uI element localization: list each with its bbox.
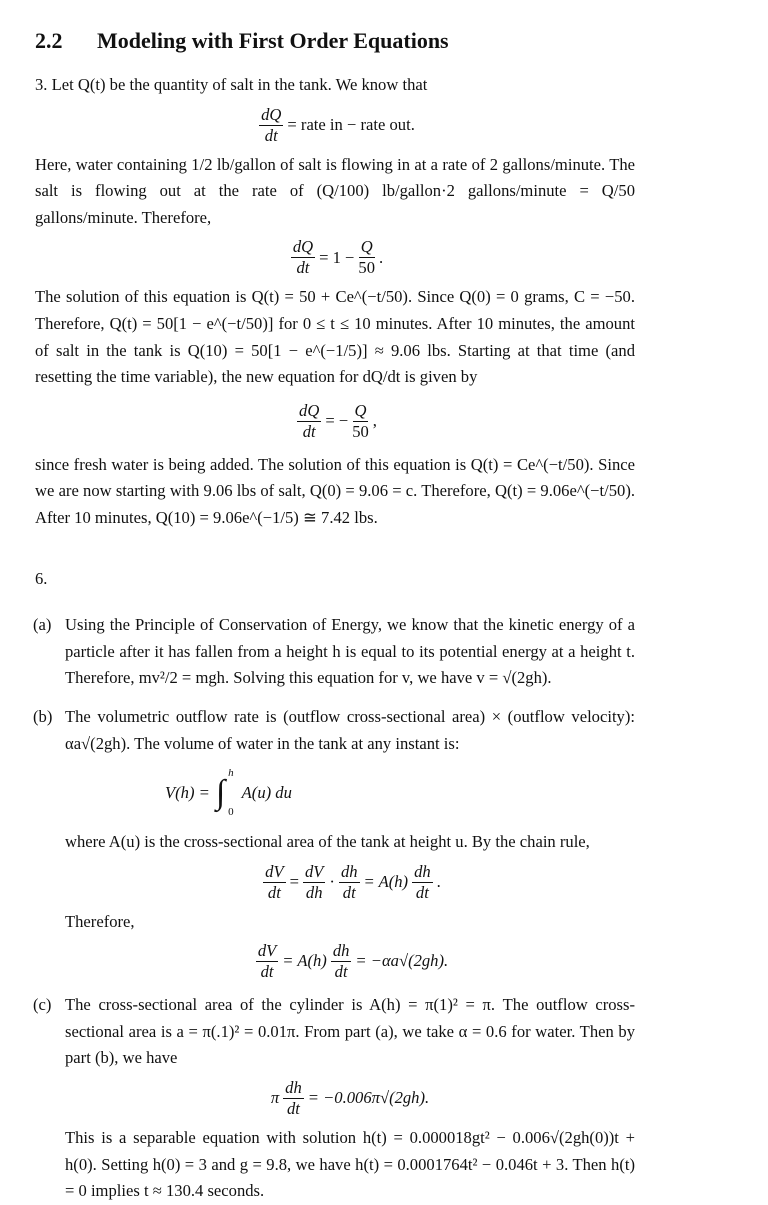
fraction — [256, 941, 278, 982]
numerator: Q — [354, 400, 367, 420]
equation-inflow — [35, 237, 635, 278]
section-number: 2.2 — [35, 28, 63, 53]
integral-sign: ∫ — [215, 774, 226, 812]
numerator: dh — [340, 861, 358, 881]
part-b-text3: Therefore, — [65, 911, 135, 931]
denominator: dt — [302, 421, 316, 441]
multiply-dot: · — [329, 871, 335, 891]
problem3-intro: 3. Let Q(t) be the quantity of salt in the tank. We know that — [35, 75, 428, 94]
volume-integral — [65, 767, 635, 819]
fraction — [339, 862, 360, 903]
fraction — [283, 1078, 304, 1119]
part-label: (a) — [33, 615, 52, 635]
part-b-text1: The volumetric outflow rate is (outflow cross-sectional area) × (outflow velocity): αa√(2gh). The volume of water in the tank at any instant is: — [65, 706, 635, 753]
denominator: dt — [260, 962, 274, 982]
part-c-text2: This is a separable equation with solution h(t) = 0.000018gt² − 0.006√(2gh(0))t + h(0). Setting h(0) = 3 and g = 9.8, we have h(t) = 0.0001764t² − 0.046t + 3. Then h(t) = 0 implies t ≈ 130.4 seconds. — [65, 1128, 635, 1201]
equation-operator: = 1 − — [319, 247, 355, 267]
numerator: dQ — [299, 400, 320, 420]
numerator: dh — [414, 861, 431, 881]
denominator: 50 — [358, 258, 376, 278]
part-a-text: Using the Principle of Conservation of Energy, we know that the kinetic energy of a particle after it has fallen from a height h is equal to its potential energy at a height t. Therefore, mv²/2 = mgh. Solving this equation for v, we have v = √(2gh). — [65, 615, 635, 688]
equation-operator: = − — [325, 410, 349, 430]
numerator: dh — [332, 941, 350, 961]
problem3-para1: Here, water containing 1/2 lb/gallon of salt is flowing in at a rate of 2 gallons/minute. The salt is flowing out at the rate of (Q/100) lb/gallon·2 gallons/minute = Q/50 gallons/minute. Therefore, — [35, 154, 635, 227]
equation-term: = −αa√(2gh). — [355, 951, 449, 971]
numerator: Q — [360, 237, 373, 257]
part-a — [35, 612, 635, 692]
equation-term: = −0.006π√(2gh). — [307, 1088, 430, 1108]
denominator: dt — [296, 258, 310, 278]
equation-term: = A(h) — [363, 871, 409, 891]
denominator: dt — [287, 1099, 300, 1119]
problem6-number: 6. — [35, 568, 48, 588]
part-b — [35, 704, 635, 988]
equation-rate — [35, 105, 635, 146]
integral-lhs: V(h) = — [165, 782, 210, 802]
part-c-body — [61, 992, 635, 1205]
fraction — [358, 237, 375, 278]
equals-sign: = — [289, 871, 299, 891]
denominator: dt — [264, 125, 278, 145]
integral-upper-bound: h — [228, 767, 234, 780]
numerator: dQ — [292, 237, 314, 257]
numerator: dV — [265, 861, 284, 881]
denominator: dt — [267, 882, 281, 902]
fraction — [303, 862, 325, 903]
integral-lower-bound: 0 — [228, 806, 234, 819]
part-c-text1: The cross-sectional area of the cylinder is A(h) = π(1)² = π. The outflow cross-sectional area is a = π(.1)² = 0.01π. From part (a), we take α = 0.6 for water. Then by part (b), we have — [65, 995, 635, 1068]
fraction — [331, 941, 352, 982]
numerator: dV — [257, 941, 277, 961]
equation-term: = A(h) — [282, 951, 327, 971]
fraction — [352, 401, 369, 442]
equation-term: π — [270, 1088, 280, 1108]
integrand: A(u) du — [241, 782, 292, 802]
equation-fresh-water — [35, 401, 635, 442]
period: . — [436, 871, 441, 891]
fraction — [259, 105, 283, 146]
numerator: dV — [304, 861, 324, 881]
part-label: (b) — [33, 706, 53, 726]
fraction — [263, 862, 285, 903]
equation-rhs: = rate in − rate out. — [287, 114, 415, 134]
part-c — [35, 992, 635, 1205]
part-b-text2: where A(u) is the cross-sectional area of the tank at height u. By the chain rule, — [65, 832, 590, 852]
denominator: 50 — [352, 421, 369, 441]
problem3-para2: The solution of this equation is Q(t) = 50 + Ce^(−t/50). Since Q(0) = 0 grams, C = −50. Therefore, Q(t) = 50[1 − e^(−t/50)] for 0 ≤ t ≤ 10 minutes. After 10 minutes, the amount of salt in the tank is Q(10) = 50[1 − e^(−1/5)] ≈ 9.06 lbs. Starting at that time (and resetting the time variable), the new equation for dQ/dt is given by — [35, 287, 635, 387]
section-title: Modeling with First Order Equations — [97, 28, 449, 53]
denominator: dt — [415, 882, 429, 902]
integral — [216, 767, 234, 819]
section-heading — [35, 26, 635, 56]
document-page — [35, 26, 635, 1205]
fraction — [297, 401, 321, 442]
chain-rule-equation — [65, 862, 635, 903]
equation-punctuation: , — [372, 410, 377, 430]
volume-rate-equation — [65, 941, 635, 982]
problem3-para3: since fresh water is being added. The solution of this equation is Q(t) = Ce^(−t/50). Since we are now starting with 9.06 lbs of salt, Q(0) = 9.06 = c. Therefore, Q(t) = 9.06e^(−t/50). After 10 minutes, Q(10) = 9.06e^(−1/5) ≅ 7.42 lbs. — [35, 454, 635, 527]
numerator: dh — [285, 1078, 302, 1098]
denominator: dh — [305, 882, 323, 902]
numerator: dQ — [261, 104, 282, 124]
fraction — [291, 237, 315, 278]
denominator: dt — [342, 882, 356, 902]
cylinder-equation — [65, 1078, 635, 1119]
equation-punctuation: . — [379, 247, 384, 267]
fraction — [412, 862, 433, 903]
part-label: (c) — [33, 995, 52, 1015]
part-b-body — [61, 704, 635, 988]
integral-bounds — [228, 767, 234, 819]
denominator: dt — [334, 962, 348, 982]
